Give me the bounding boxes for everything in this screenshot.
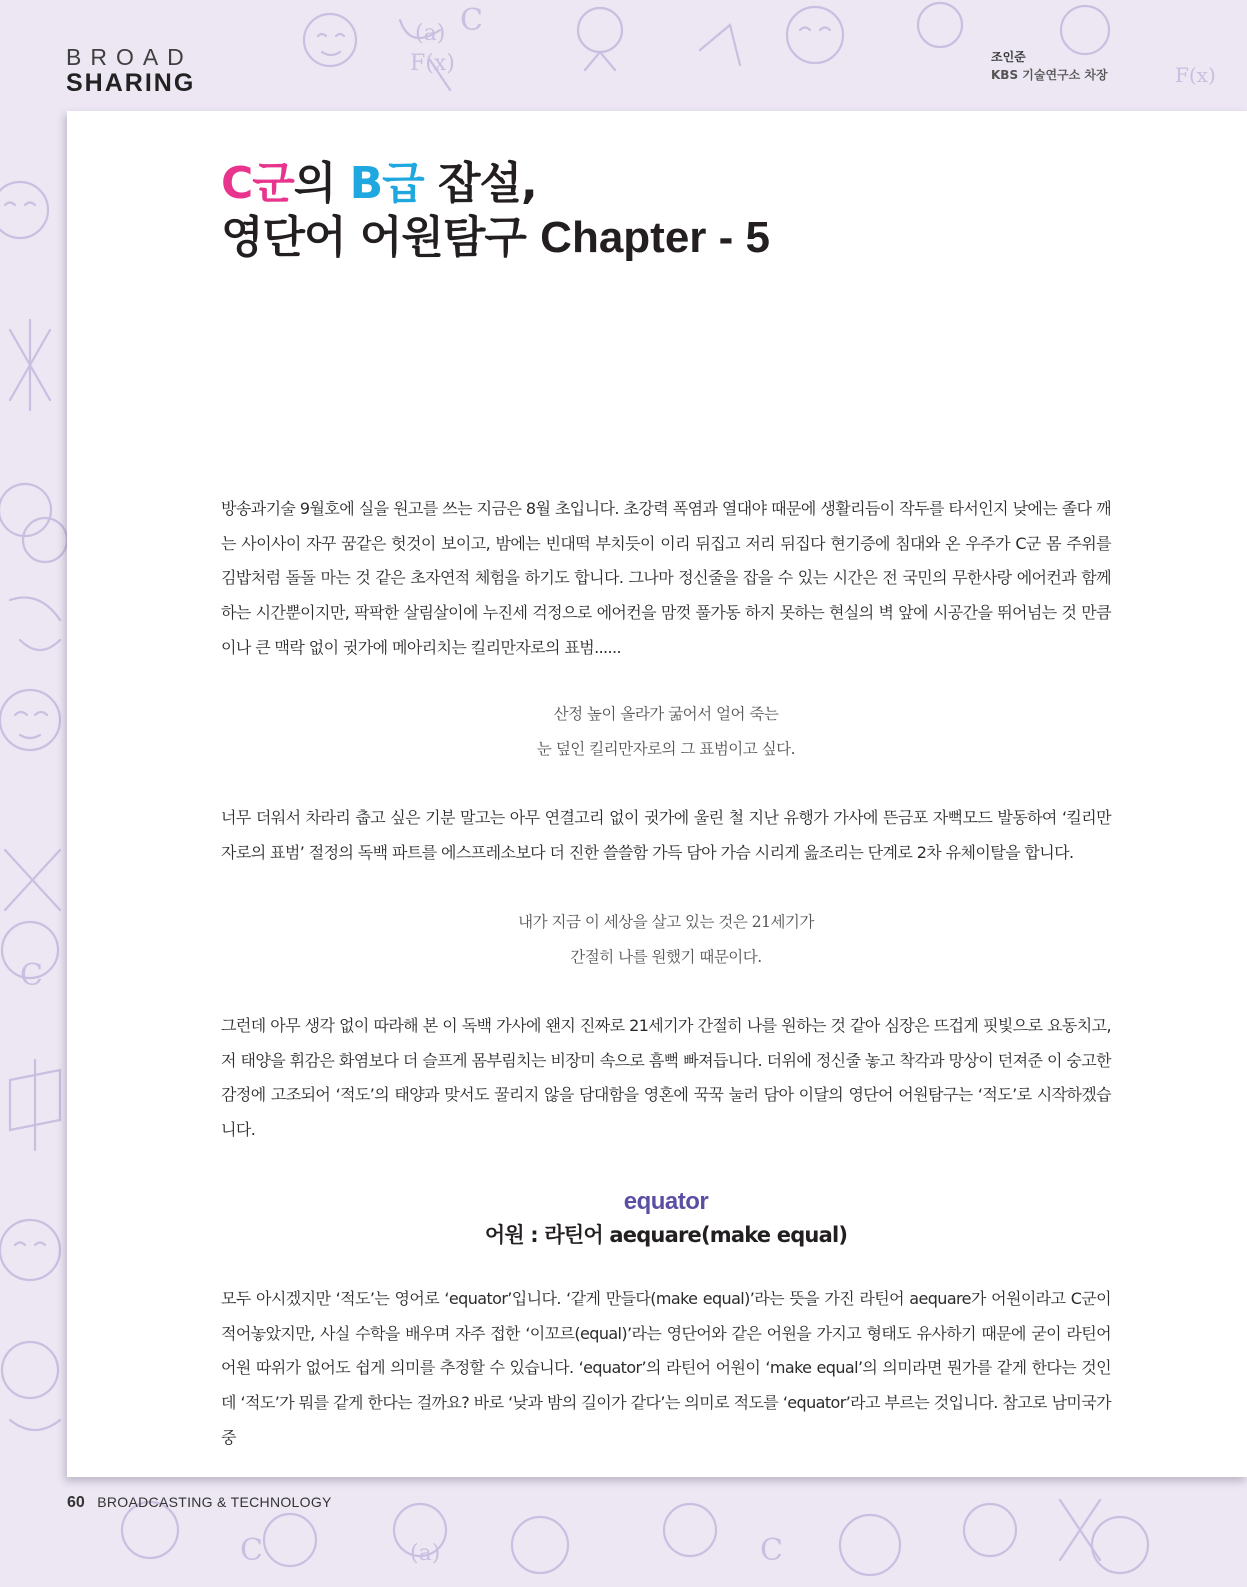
article-title [221, 157, 770, 265]
section-label-broad: BROAD [66, 44, 193, 70]
author-byline [991, 48, 1108, 84]
title-b-grade: B급 [349, 158, 424, 209]
lyric-quote-2-line-2: 간절히 나를 원했기 때문이다. [570, 947, 762, 966]
lyric-quote-2-line-1: 내가 지금 이 세상을 살고 있는 것은 21세기가 [518, 913, 814, 931]
vocab-heading [221, 1186, 1111, 1252]
article-page [67, 111, 1247, 1477]
lyric-quote-2 [221, 905, 1111, 974]
paragraph-equator-intro: 그런데 아무 생각 없이 따라해 본 이 독백 가사에 왠지 진짜로 21세기가 간절히 나를 원하는 것 같아 심장은 뜨겁게 핏빛으로 요동치고, 저 태양을 휘감은 화염보다 더 슬프게 몸부림치는 비장미 속으로 흠뻑 빠져듭니다. 더위에 정신줄 놓고 착각과 망상이 던져준 이 숭고한 감정에 고조되어 ‘적도’의 태양과 맞서도 꿀리지 않을 담대함을 영혼에 꾹꾹 눌러 담아 이달의 영단어 어원탐구는 ‘적도’로 시작하겠습니다. [221, 1016, 1111, 1140]
svg-text:(a): (a) [415, 21, 446, 46]
vocab-word: equator [623, 1188, 709, 1215]
svg-text:(a): (a) [410, 1541, 441, 1566]
page-footer [67, 1494, 332, 1512]
title-ui: 의 [293, 158, 350, 209]
svg-text:C: C [20, 958, 43, 993]
section-label [66, 46, 195, 96]
svg-text:C: C [240, 1533, 263, 1568]
paragraph-intro: 방송과기술 9월호에 실을 원고를 쓰는 지금은 8월 초입니다. 초강력 폭염과 열대야 때문에 생활리듬이 작두를 타서인지 낮에는 졸다 깨는 사이사이 자꾸 꿈같은 헛것이 보이고, 밤에는 빈대떡 부치듯이 이리 뒤집고 저리 뒤집다 현기증에 침대와 온 우주가 C군 몸 주위를 김밥처럼 돌돌 마는 것 같은 초자연적 체험을 하기도 합니다. 그나마 정신줄을 잡을 수 있는 시간은 전 국민의 무한사랑 에어컨과 함께하는 시간뿐이지만, 팍팍한 살림살이에 누진세 걱정으로 에어컨을 맘껏 풀가동 하지 못하는 현실의 벽 앞에 시공간을 뛰어넘는 것 만큼이나 큰 맥락 없이 귓가에 메아리치는 킬리만자로의 표범...... [221, 499, 1111, 657]
svg-text:F(x): F(x) [1175, 63, 1216, 87]
title-c-gun: C군 [221, 158, 294, 209]
author-name: 조인준 [991, 50, 1026, 64]
author-organization: KBS 기술연구소 차장 [991, 68, 1108, 82]
title-line-2 [221, 211, 770, 265]
title-subject: 영단어 어원탐구 [221, 212, 541, 263]
paragraph-equator-explanation: 모두 아시겠지만 ‘적도’는 영어로 ‘equator’입니다. ‘같게 만들다(make equal)’라는 뜻을 가진 라틴어 aequare가 어원이라고 C군이 적어놓았지만, 사실 수학을 배우며 자주 접한 ‘이꼬르(equal)’라는 영단어와 같은 어원을 가지고 형태도 유사하기 때문에 굳이 라틴어 어원 따위가 없어도 쉽게 의미를 추정할 수 있습니다. ‘equator’의 라틴어 어원이 ‘make equal’의 의미라면 뭔가를 같게 한다는 것인데 ‘적도’가 뭐를 같게 한다는 걸까요? 바로 ‘낮과 밤의 길이가 같다’는 의미로 적도를 ‘equator’라고 부르는 것입니다. 참고로 남미국가 중 [221, 1289, 1111, 1447]
svg-text:F(x): F(x) [410, 51, 455, 76]
lyric-quote-1-line-1: 산정 높이 올라가 굶어서 얼어 죽는 [553, 705, 779, 723]
title-japseol: 잡설, [423, 158, 537, 209]
title-chapter: Chapter - 5 [540, 213, 770, 262]
title-line-1 [221, 157, 770, 211]
magazine-name: BROADCASTING & TECHNOLOGY [97, 1494, 332, 1510]
lyric-quote-1-line-2: 눈 덮인 킬리만자로의 그 표범이고 싶다. [536, 739, 796, 758]
svg-text:C: C [460, 3, 483, 38]
svg-text:C: C [760, 1533, 783, 1568]
lyric-quote-1 [221, 697, 1111, 766]
page-number: 60 [67, 1494, 85, 1511]
section-label-sharing: SHARING [66, 69, 196, 97]
paragraph-monologue: 너무 더워서 차라리 춥고 싶은 기분 말고는 아무 연결고리 없이 귓가에 울린 철 지난 유행가 가사에 뜬금포 자뻑모드 발동하여 ‘킬리만자로의 표범’ 절정의 독백 파트를 에스프레소보다 더 진한 쓸쓸함 가득 담아 가슴 시리게 읊조리는 단계로 2차 유체이탈을 합니다. [221, 808, 1111, 862]
vocab-etymology: 어원 : 라틴어 aequare(make equal) [484, 1223, 848, 1247]
